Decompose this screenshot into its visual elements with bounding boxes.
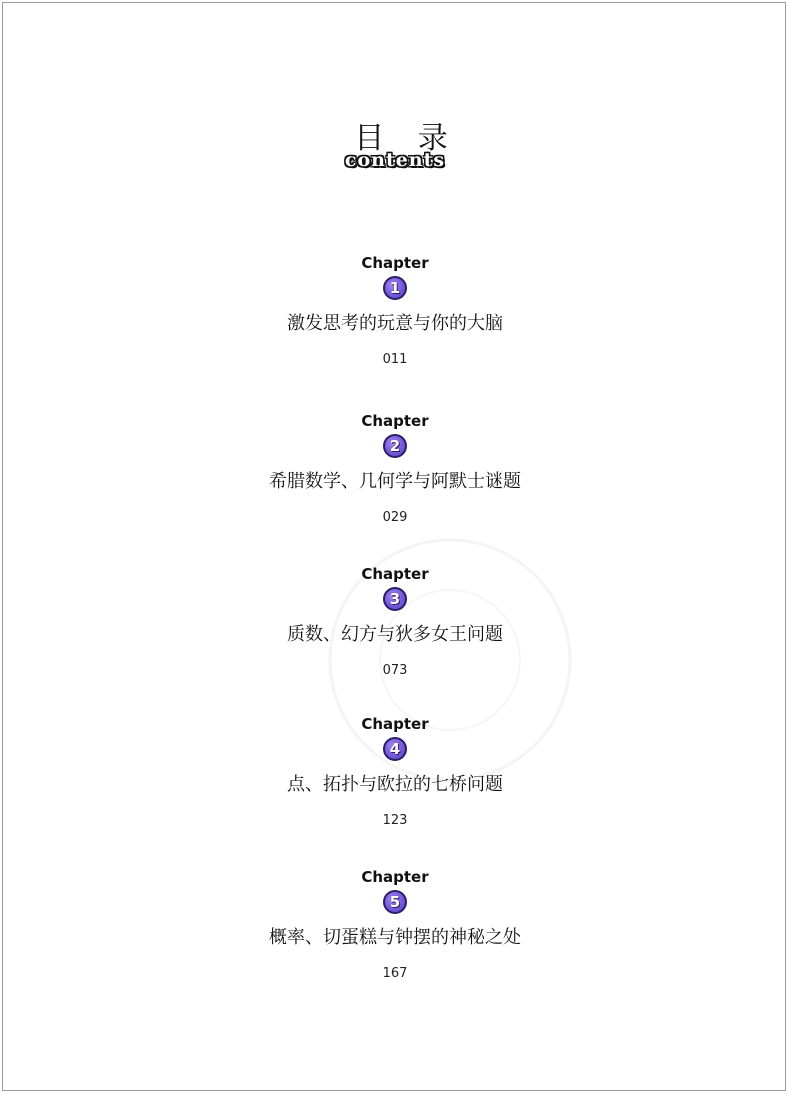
toc-entry-1[interactable] <box>0 254 790 368</box>
chapter-title[interactable]: 质数、幻方与狄多女王问题 <box>287 624 503 645</box>
chapter-number-badge: 2 <box>383 434 407 458</box>
chapter-label: Chapter <box>361 412 429 430</box>
chapter-page-number: 123 <box>382 813 408 828</box>
chapter-title[interactable]: 希腊数学、几何学与阿默士谜题 <box>269 471 521 492</box>
chapter-page-number: 167 <box>382 966 408 981</box>
chapter-title[interactable]: 激发思考的玩意与你的大脑 <box>287 313 503 334</box>
chapter-label: Chapter <box>361 565 429 583</box>
chapter-label: Chapter <box>361 868 429 886</box>
toc-entry-4[interactable] <box>0 715 790 829</box>
toc-entry-2[interactable] <box>0 412 790 526</box>
chapter-title[interactable]: 概率、切蛋糕与钟摆的神秘之处 <box>269 927 521 948</box>
toc-entry-5[interactable] <box>0 868 790 982</box>
chapter-number-badge: 4 <box>383 737 407 761</box>
chapter-number-badge: 1 <box>383 276 407 300</box>
toc-entry-3[interactable] <box>0 565 790 679</box>
chapter-title[interactable]: 点、拓扑与欧拉的七桥问题 <box>287 774 503 795</box>
chapter-page-number: 011 <box>382 352 408 367</box>
contents-heading: contents <box>344 149 446 171</box>
chapter-page-number: 073 <box>382 663 408 678</box>
chapter-number-badge: 5 <box>383 890 407 914</box>
chapter-page-number: 029 <box>382 510 408 525</box>
chapter-number-badge: 3 <box>383 587 407 611</box>
chapter-label: Chapter <box>361 715 429 733</box>
chapter-label: Chapter <box>361 254 429 272</box>
page-title: 目 录 <box>354 121 460 156</box>
